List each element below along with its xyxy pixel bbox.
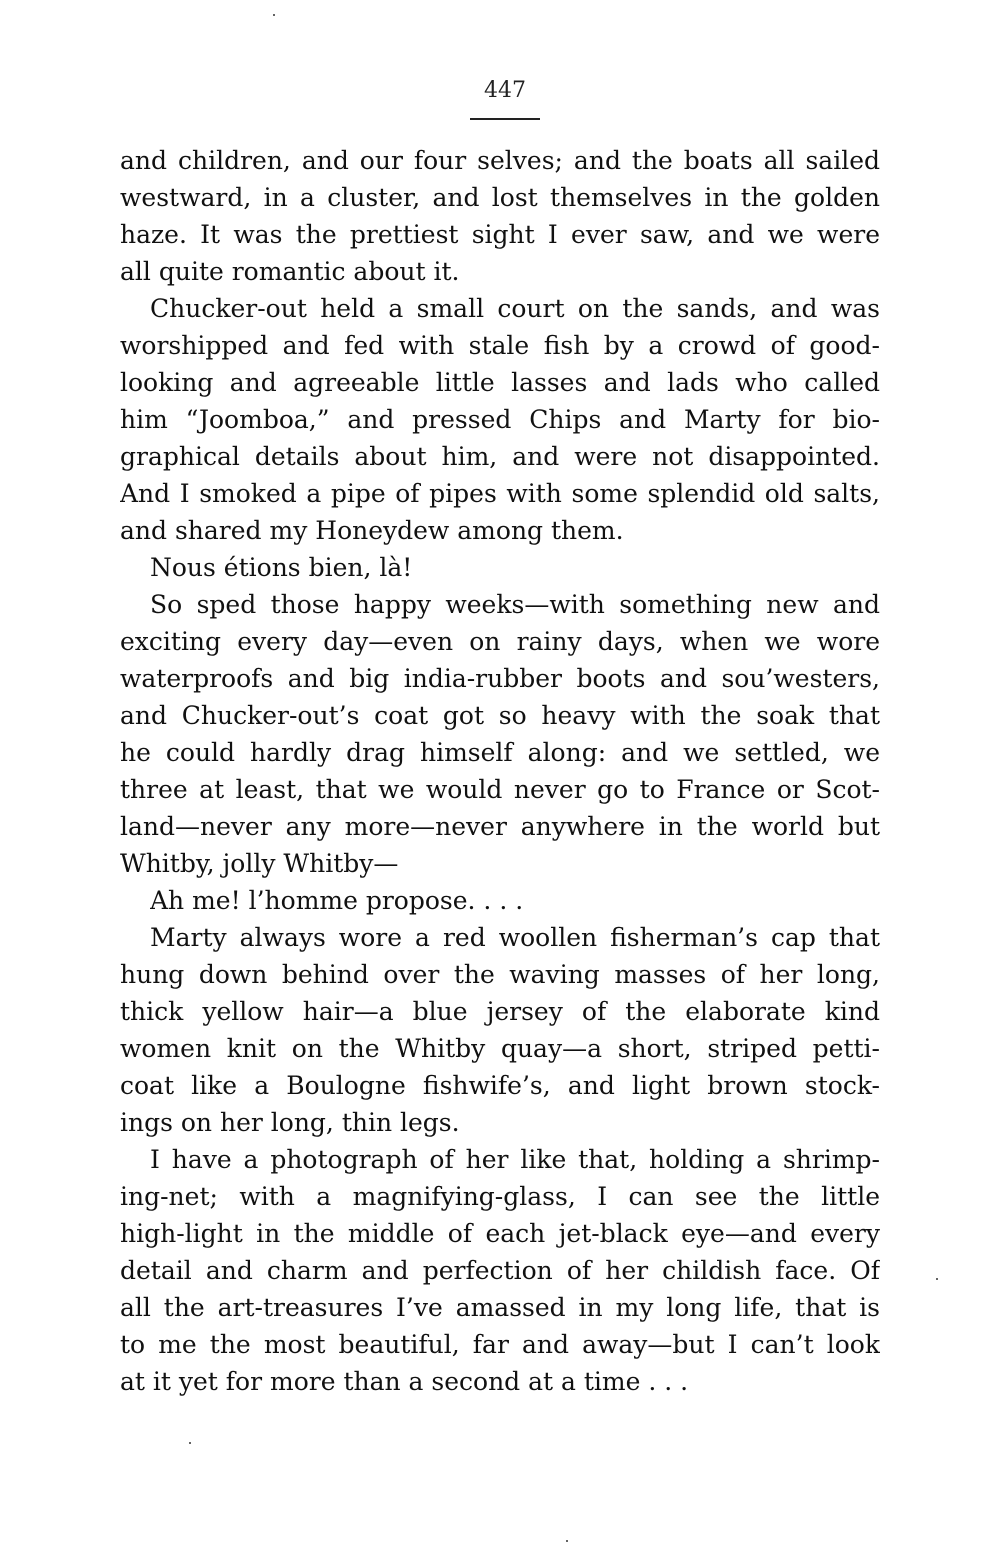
text-line: all quite romantic about it.	[120, 257, 460, 286]
text-line: detail and charm and perfection of her childish face. Of	[120, 1256, 880, 1285]
text-line: haze. It was the prettiest sight I ever saw, and we were	[120, 220, 880, 249]
text-line: worshipped and fed with stale fish by a crowd of good-	[120, 331, 880, 360]
text-line: and children, and our four selves; and the boats all sailed	[120, 146, 880, 175]
text-line: Ah me! l’homme propose. . . .	[150, 886, 524, 915]
page-number-rule	[470, 118, 540, 120]
text-line: women knit on the Whitby quay—a short, striped petti-	[120, 1034, 880, 1063]
text-line: ing-net; with a magnifying-glass, I can see the little	[120, 1182, 880, 1211]
paper-speck	[566, 1540, 568, 1542]
page-number: 447	[484, 78, 526, 103]
text-line: Whitby, jolly Whitby—	[120, 849, 399, 878]
text-line: at it yet for more than a second at a time . . .	[120, 1367, 689, 1396]
text-line: graphical details about him, and were not disappointed.	[120, 442, 880, 471]
text-line: him “Joomboa,” and pressed Chips and Marty for bio-	[120, 405, 880, 434]
paper-speck	[189, 1442, 191, 1444]
text-line: high-light in the middle of each jet-black eye—and every	[120, 1219, 880, 1248]
text-line: westward, in a cluster, and lost themselves in the golden	[120, 183, 880, 212]
text-line: waterproofs and big india-rubber boots and sou’westers,	[120, 664, 880, 693]
text-line: Marty always wore a red woollen fisherman’s cap that	[150, 923, 880, 952]
paper-speck	[936, 1278, 938, 1280]
text-line: all the art-treasures I’ve amassed in my long life, that is	[120, 1293, 880, 1322]
text-line: ings on her long, thin legs.	[120, 1108, 460, 1137]
text-line: land—never any more—never anywhere in the world but	[120, 812, 880, 841]
text-line: exciting every day—even on rainy days, when we wore	[120, 627, 880, 656]
text-line: and shared my Honeydew among them.	[120, 516, 624, 545]
text-line: I have a photograph of her like that, holding a shrimp-	[150, 1145, 880, 1174]
text-line: to me the most beautiful, far and away—but I can’t look	[120, 1330, 880, 1359]
text-line: and Chucker-out’s coat got so heavy with the soak that	[120, 701, 880, 730]
text-line: hung down behind over the waving masses of her long,	[120, 960, 880, 989]
text-line: And I smoked a pipe of pipes with some splendid old salts,	[120, 479, 880, 508]
text-line: Nous étions bien, là!	[150, 553, 413, 582]
text-line: So sped those happy weeks—with something new and	[150, 590, 880, 619]
text-line: coat like a Boulogne fishwife’s, and light brown stock-	[120, 1071, 880, 1100]
text-line: three at least, that we would never go to France or Scot-	[120, 775, 880, 804]
text-line: looking and agreeable little lasses and lads who called	[120, 368, 880, 397]
paper-speck	[273, 14, 275, 16]
text-line: thick yellow hair—a blue jersey of the elaborate kind	[120, 997, 880, 1026]
text-line: Chucker-out held a small court on the sands, and was	[150, 294, 880, 323]
text-line: he could hardly drag himself along: and we settled, we	[120, 738, 880, 767]
